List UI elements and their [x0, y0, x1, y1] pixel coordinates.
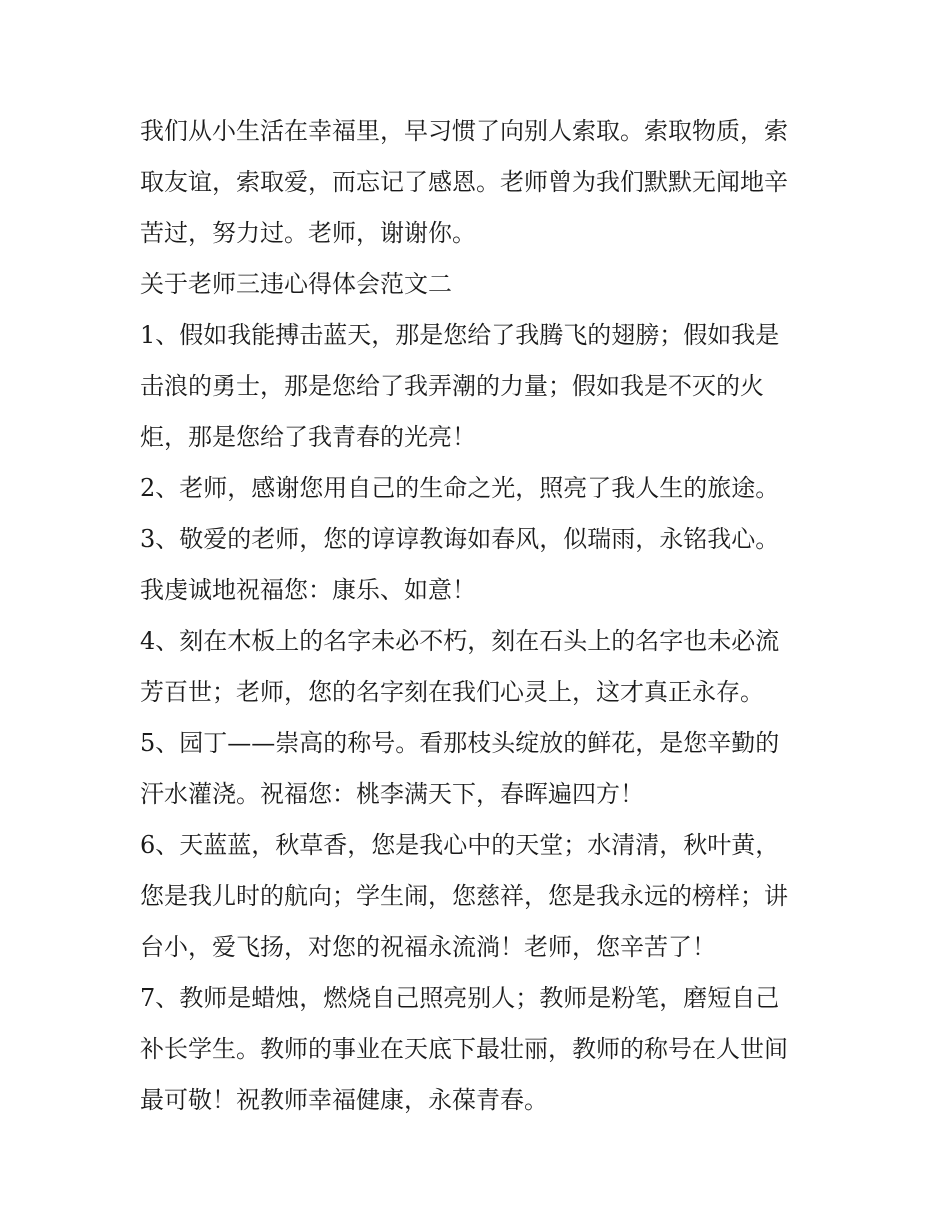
text-line: 6、天蓝蓝，秋草香，您是我心中的天堂；水清清，秋叶黄，: [140, 831, 780, 859]
text-line: 1、假如我能搏击蓝天，那是您给了我腾飞的翅膀；假如我是: [140, 321, 780, 349]
paragraph: [140, 514, 820, 616]
document-body: [140, 106, 820, 1126]
paragraph: [140, 616, 820, 718]
paragraph: [140, 310, 820, 463]
text-line: 补长学生。教师的事业在天底下最壮丽，教师的称号在人世间: [140, 1035, 788, 1063]
text-line: 最可敬！祝教师幸福健康，永葆青春。: [140, 1086, 548, 1114]
text-line: 击浪的勇士，那是您给了我弄潮的力量；假如我是不灭的火: [140, 372, 764, 400]
text-line: 芳百世；老师，您的名字刻在我们心灵上，这才真正永存。: [140, 678, 764, 706]
text-line: 您是我儿时的航向；学生闹，您慈祥，您是我永远的榜样；讲: [140, 882, 788, 910]
text-line: 汗水灌浇。祝福您：桃李满天下，春晖遍四方！: [140, 780, 644, 808]
paragraph: [140, 463, 820, 514]
text-line: 7、教师是蜡烛，燃烧自己照亮别人；教师是粉笔，磨短自己: [140, 984, 780, 1012]
text-line: 炬，那是您给了我青春的光亮！: [140, 423, 476, 451]
paragraph: [140, 820, 820, 973]
text-line: 3、敬爱的老师，您的谆谆教诲如春风，似瑞雨，永铭我心。: [140, 525, 780, 553]
text-line: 取友谊，索取爱，而忘记了感恩。老师曾为我们默默无闻地辛: [140, 168, 788, 196]
text-line: 2、老师，感谢您用自己的生命之光，照亮了我人生的旅途。: [140, 474, 780, 502]
text-line: 4、刻在木板上的名字未必不朽，刻在石头上的名字也未必流: [140, 627, 780, 655]
text-line: 台小，爱飞扬，对您的祝福永流淌！老师，您辛苦了！: [140, 933, 716, 961]
paragraph: [140, 973, 820, 1126]
text-line: 苦过，努力过。老师，谢谢你。: [140, 219, 476, 247]
text-line: 5、园丁——崇高的称号。看那枝头绽放的鲜花，是您辛勤的: [140, 729, 780, 757]
paragraph: [140, 106, 820, 259]
text-line: 我们从小生活在幸福里，早习惯了向别人索取。索取物质，索: [140, 117, 788, 145]
text-line: 我虔诚地祝福您：康乐、如意！: [140, 576, 476, 604]
paragraph: [140, 718, 820, 820]
text-line: 关于老师三违心得体会范文二: [140, 270, 452, 298]
section-heading: [140, 259, 820, 310]
